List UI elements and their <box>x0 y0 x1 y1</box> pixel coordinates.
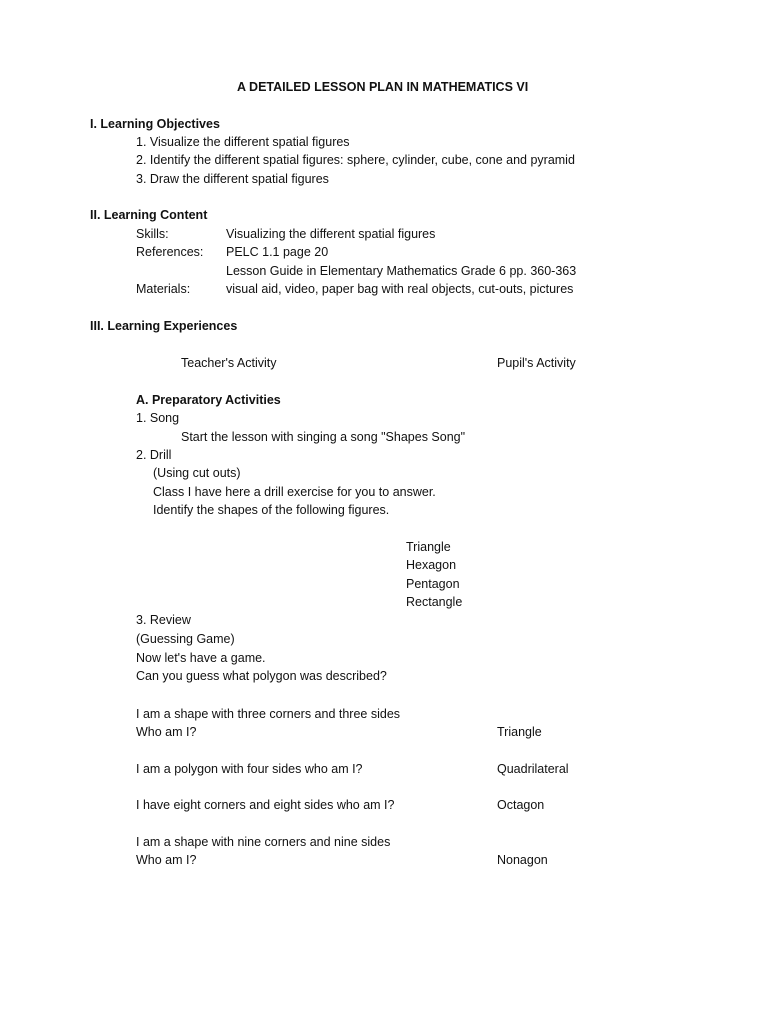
shape-name: Triangle <box>406 540 451 554</box>
review-line: Can you guess what polygon was described? <box>136 669 387 683</box>
materials-label: Materials: <box>136 282 191 296</box>
section-heading-content: II. Learning Content <box>90 208 208 222</box>
riddle-question: I am a shape with nine corners and nine sides <box>136 835 391 849</box>
shape-name: Hexagon <box>406 558 457 572</box>
teacher-column-header: Teacher's Activity <box>181 356 277 370</box>
drill-label: 2. Drill <box>136 448 172 462</box>
preparatory-heading: A. Preparatory Activities <box>136 393 281 407</box>
riddle-followup: Who am I? <box>136 853 197 867</box>
riddle-followup: Who am I? <box>136 725 197 739</box>
skills-label: Skills: <box>136 227 169 241</box>
shape-name: Pentagon <box>406 577 460 591</box>
document-title: A DETAILED LESSON PLAN IN MATHEMATICS VI <box>237 80 529 94</box>
riddle-answer: Nonagon <box>497 853 548 867</box>
references-label: References: <box>136 245 204 259</box>
drill-line: Class I have here a drill exercise for you to answer. <box>153 485 436 499</box>
objective-item: 1. Visualize the different spatial figures <box>136 135 350 149</box>
objective-item: 3. Draw the different spatial figures <box>136 172 329 186</box>
riddle-question: I have eight corners and eight sides who am I? <box>136 798 395 812</box>
riddle-answer: Octagon <box>497 798 545 812</box>
riddle-answer: Quadrilateral <box>497 762 569 776</box>
riddle-question: I am a polygon with four sides who am I? <box>136 762 363 776</box>
section-heading-objectives: I. Learning Objectives <box>90 117 220 131</box>
objective-item: 2. Identify the different spatial figures: sphere, cylinder, cube, cone and pyramid <box>136 153 575 167</box>
review-label: 3. Review <box>136 613 191 627</box>
riddle-answer: Triangle <box>497 725 542 739</box>
riddle-question: I am a shape with three corners and three sides <box>136 707 401 721</box>
materials-value: visual aid, video, paper bag with real objects, cut-outs, pictures <box>226 282 574 296</box>
references-value: Lesson Guide in Elementary Mathematics Grade 6 pp. 360-363 <box>226 264 577 278</box>
skills-value: Visualizing the different spatial figures <box>226 227 436 241</box>
pupil-column-header: Pupil's Activity <box>497 356 576 370</box>
review-line: (Guessing Game) <box>136 632 235 646</box>
song-label: 1. Song <box>136 411 180 425</box>
section-heading-experiences: III. Learning Experiences <box>90 319 238 333</box>
review-line: Now let's have a game. <box>136 651 266 665</box>
drill-line: (Using cut outs) <box>153 466 241 480</box>
references-value: PELC 1.1 page 20 <box>226 245 329 259</box>
shape-name: Rectangle <box>406 595 463 609</box>
drill-line: Identify the shapes of the following figures. <box>153 503 390 517</box>
song-text: Start the lesson with singing a song "Shapes Song" <box>181 430 466 444</box>
